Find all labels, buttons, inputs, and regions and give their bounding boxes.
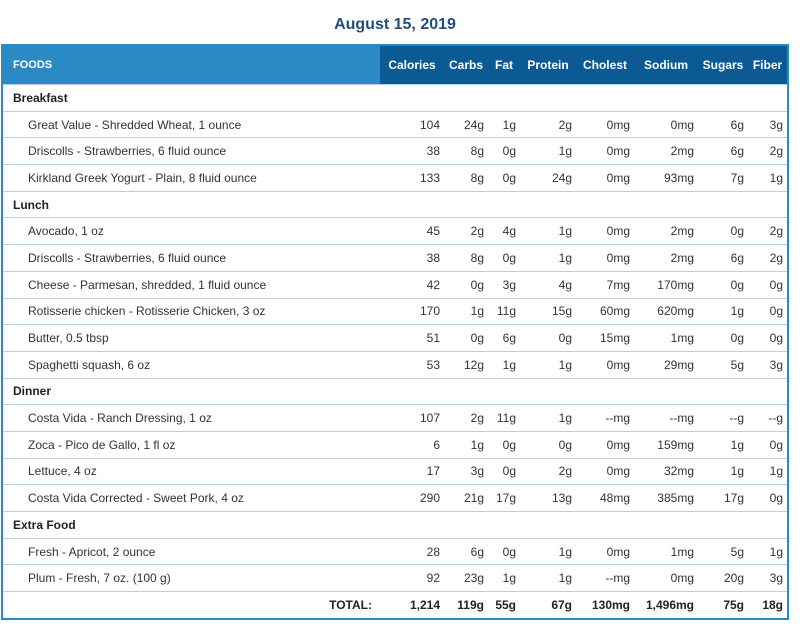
sugars-value: 6g <box>698 111 748 138</box>
cholest-value: 0mg <box>576 165 634 192</box>
meal-section-row <box>2 85 788 112</box>
calories-value: 38 <box>380 138 444 165</box>
food-name: Plum - Fresh, 7 oz. (100 g) <box>2 565 380 592</box>
carbs-value: 23g <box>444 565 488 592</box>
fiber-value: 1g <box>748 165 788 192</box>
sodium-column-header: Sodium <box>634 45 698 85</box>
cholest-value: 0mg <box>576 218 634 245</box>
carbs-value: 2g <box>444 405 488 432</box>
protein-value: 2g <box>520 111 576 138</box>
sodium-value: 170mg <box>634 271 698 298</box>
sugars-value: 1g <box>698 298 748 325</box>
fat-value: 0g <box>488 245 520 272</box>
carbs-value: 8g <box>444 165 488 192</box>
food-row <box>2 325 788 352</box>
protein-value: 24g <box>520 165 576 192</box>
sugars-value: 0g <box>698 325 748 352</box>
protein-value: 1g <box>520 218 576 245</box>
cholest-value: 0mg <box>576 538 634 565</box>
sugars-value: 17g <box>698 485 748 512</box>
total-cholest-value: 130mg <box>576 592 634 620</box>
sugars-column-header: Sugars <box>698 45 748 85</box>
protein-value: 0g <box>520 431 576 458</box>
food-row <box>2 245 788 272</box>
fat-value: 0g <box>488 165 520 192</box>
fat-value: 17g <box>488 485 520 512</box>
cholest-value: 0mg <box>576 431 634 458</box>
fat-value: 11g <box>488 298 520 325</box>
sodium-value: 385mg <box>634 485 698 512</box>
meal-section-row <box>2 512 788 539</box>
fiber-value: 3g <box>748 351 788 378</box>
carbs-value: 2g <box>444 218 488 245</box>
protein-value: 1g <box>520 565 576 592</box>
cholest-value: 0mg <box>576 458 634 485</box>
sodium-value: 2mg <box>634 138 698 165</box>
calories-value: 104 <box>380 111 444 138</box>
cholest-value: --mg <box>576 565 634 592</box>
report-date-title: August 15, 2019 <box>334 16 456 33</box>
protein-value: 4g <box>520 271 576 298</box>
cholest-value: --mg <box>576 405 634 432</box>
total-sodium-value: 1,496mg <box>634 592 698 620</box>
food-name: Spaghetti squash, 6 oz <box>2 351 380 378</box>
carbs-value: 24g <box>444 111 488 138</box>
fiber-value: 1g <box>748 538 788 565</box>
food-name: Fresh - Apricot, 2 ounce <box>2 538 380 565</box>
sodium-value: 29mg <box>634 351 698 378</box>
sugars-value: 20g <box>698 565 748 592</box>
calories-value: 107 <box>380 405 444 432</box>
fiber-value: --g <box>748 405 788 432</box>
sugars-value: 1g <box>698 458 748 485</box>
protein-column-header: Protein <box>520 45 576 85</box>
meal-name: Dinner <box>2 378 788 405</box>
carbs-value: 12g <box>444 351 488 378</box>
food-name: Zoca - Pico de Gallo, 1 fl oz <box>2 431 380 458</box>
calories-value: 170 <box>380 298 444 325</box>
food-row <box>2 458 788 485</box>
calories-value: 28 <box>380 538 444 565</box>
sodium-value: 1mg <box>634 325 698 352</box>
food-row <box>2 218 788 245</box>
sugars-value: 6g <box>698 245 748 272</box>
sugars-value: 5g <box>698 351 748 378</box>
sugars-value: 7g <box>698 165 748 192</box>
fat-value: 0g <box>488 538 520 565</box>
sugars-value: 6g <box>698 138 748 165</box>
sugars-value: 1g <box>698 431 748 458</box>
calories-value: 290 <box>380 485 444 512</box>
fat-value: 1g <box>488 111 520 138</box>
carbs-value: 8g <box>444 245 488 272</box>
fiber-value: 0g <box>748 325 788 352</box>
carbs-value: 8g <box>444 138 488 165</box>
total-row <box>2 592 788 620</box>
fiber-value: 0g <box>748 298 788 325</box>
protein-value: 2g <box>520 458 576 485</box>
carbs-value: 1g <box>444 298 488 325</box>
cholest-value: 0mg <box>576 138 634 165</box>
food-name: Avocado, 1 oz <box>2 218 380 245</box>
food-row <box>2 111 788 138</box>
meal-section-row <box>2 378 788 405</box>
protein-value: 1g <box>520 245 576 272</box>
total-fat-value: 55g <box>488 592 520 620</box>
cholest-column-header: Cholest <box>576 45 634 85</box>
fat-value: 3g <box>488 271 520 298</box>
calories-column-header: Calories <box>380 45 444 85</box>
total-sugars-value: 75g <box>698 592 748 620</box>
carbs-value: 0g <box>444 325 488 352</box>
sugars-value: 5g <box>698 538 748 565</box>
fiber-value: 3g <box>748 565 788 592</box>
fiber-value: 1g <box>748 458 788 485</box>
fat-value: 11g <box>488 405 520 432</box>
total-calories-value: 1,214 <box>380 592 444 620</box>
food-row <box>2 351 788 378</box>
sodium-value: --mg <box>634 405 698 432</box>
sodium-value: 32mg <box>634 458 698 485</box>
sugars-value: 0g <box>698 271 748 298</box>
carbs-value: 21g <box>444 485 488 512</box>
calories-value: 92 <box>380 565 444 592</box>
cholest-value: 48mg <box>576 485 634 512</box>
food-name: Kirkland Greek Yogurt - Plain, 8 fluid ounce <box>2 165 380 192</box>
total-label: TOTAL: <box>2 592 380 620</box>
calories-value: 17 <box>380 458 444 485</box>
foods-column-header: FOODS <box>2 45 380 85</box>
sodium-value: 0mg <box>634 111 698 138</box>
total-carbs-value: 119g <box>444 592 488 620</box>
protein-value: 1g <box>520 538 576 565</box>
food-row <box>2 431 788 458</box>
fat-value: 4g <box>488 218 520 245</box>
meal-section-row <box>2 191 788 218</box>
sodium-value: 93mg <box>634 165 698 192</box>
meal-name: Lunch <box>2 191 788 218</box>
food-name: Great Value - Shredded Wheat, 1 ounce <box>2 111 380 138</box>
calories-value: 133 <box>380 165 444 192</box>
food-name: Lettuce, 4 oz <box>2 458 380 485</box>
table-header <box>2 45 788 85</box>
food-name: Driscolls - Strawberries, 6 fluid ounce <box>2 138 380 165</box>
food-row <box>2 165 788 192</box>
carbs-column-header: Carbs <box>444 45 488 85</box>
food-name: Costa Vida Corrected - Sweet Pork, 4 oz <box>2 485 380 512</box>
food-diary-table <box>1 44 789 620</box>
fiber-value: 3g <box>748 111 788 138</box>
food-name: Cheese - Parmesan, shredded, 1 fluid ounce <box>2 271 380 298</box>
protein-value: 1g <box>520 351 576 378</box>
fat-value: 0g <box>488 431 520 458</box>
cholest-value: 0mg <box>576 245 634 272</box>
sugars-value: --g <box>698 405 748 432</box>
food-row <box>2 565 788 592</box>
food-name: Driscolls - Strawberries, 6 fluid ounce <box>2 245 380 272</box>
fat-value: 1g <box>488 351 520 378</box>
fat-value: 6g <box>488 325 520 352</box>
protein-value: 1g <box>520 138 576 165</box>
food-name: Butter, 0.5 tbsp <box>2 325 380 352</box>
sugars-value: 0g <box>698 218 748 245</box>
carbs-value: 6g <box>444 538 488 565</box>
sodium-value: 620mg <box>634 298 698 325</box>
food-name: Costa Vida - Ranch Dressing, 1 oz <box>2 405 380 432</box>
sodium-value: 0mg <box>634 565 698 592</box>
total-protein-value: 67g <box>520 592 576 620</box>
food-row <box>2 405 788 432</box>
fiber-value: 2g <box>748 138 788 165</box>
calories-value: 6 <box>380 431 444 458</box>
fat-column-header: Fat <box>488 45 520 85</box>
calories-value: 42 <box>380 271 444 298</box>
cholest-value: 0mg <box>576 111 634 138</box>
food-row <box>2 298 788 325</box>
food-row <box>2 485 788 512</box>
food-name: Rotisserie chicken - Rotisserie Chicken, 3 oz <box>2 298 380 325</box>
protein-value: 13g <box>520 485 576 512</box>
cholest-value: 15mg <box>576 325 634 352</box>
protein-value: 15g <box>520 298 576 325</box>
calories-value: 45 <box>380 218 444 245</box>
fat-value: 0g <box>488 138 520 165</box>
sodium-value: 2mg <box>634 218 698 245</box>
meal-name: Breakfast <box>2 85 788 112</box>
carbs-value: 3g <box>444 458 488 485</box>
cholest-value: 0mg <box>576 351 634 378</box>
carbs-value: 0g <box>444 271 488 298</box>
cholest-value: 7mg <box>576 271 634 298</box>
total-fiber-value: 18g <box>748 592 788 620</box>
fat-value: 0g <box>488 458 520 485</box>
calories-value: 53 <box>380 351 444 378</box>
fiber-value: 0g <box>748 431 788 458</box>
meal-name: Extra Food <box>2 512 788 539</box>
sodium-value: 2mg <box>634 245 698 272</box>
fiber-column-header: Fiber <box>748 45 788 85</box>
protein-value: 0g <box>520 325 576 352</box>
sodium-value: 159mg <box>634 431 698 458</box>
calories-value: 51 <box>380 325 444 352</box>
fiber-value: 0g <box>748 271 788 298</box>
food-row <box>2 538 788 565</box>
sodium-value: 1mg <box>634 538 698 565</box>
fiber-value: 2g <box>748 218 788 245</box>
fiber-value: 2g <box>748 245 788 272</box>
cholest-value: 60mg <box>576 298 634 325</box>
food-row <box>2 271 788 298</box>
calories-value: 38 <box>380 245 444 272</box>
fiber-value: 0g <box>748 485 788 512</box>
food-row <box>2 138 788 165</box>
protein-value: 1g <box>520 405 576 432</box>
table-body <box>2 85 788 620</box>
fat-value: 1g <box>488 565 520 592</box>
carbs-value: 1g <box>444 431 488 458</box>
